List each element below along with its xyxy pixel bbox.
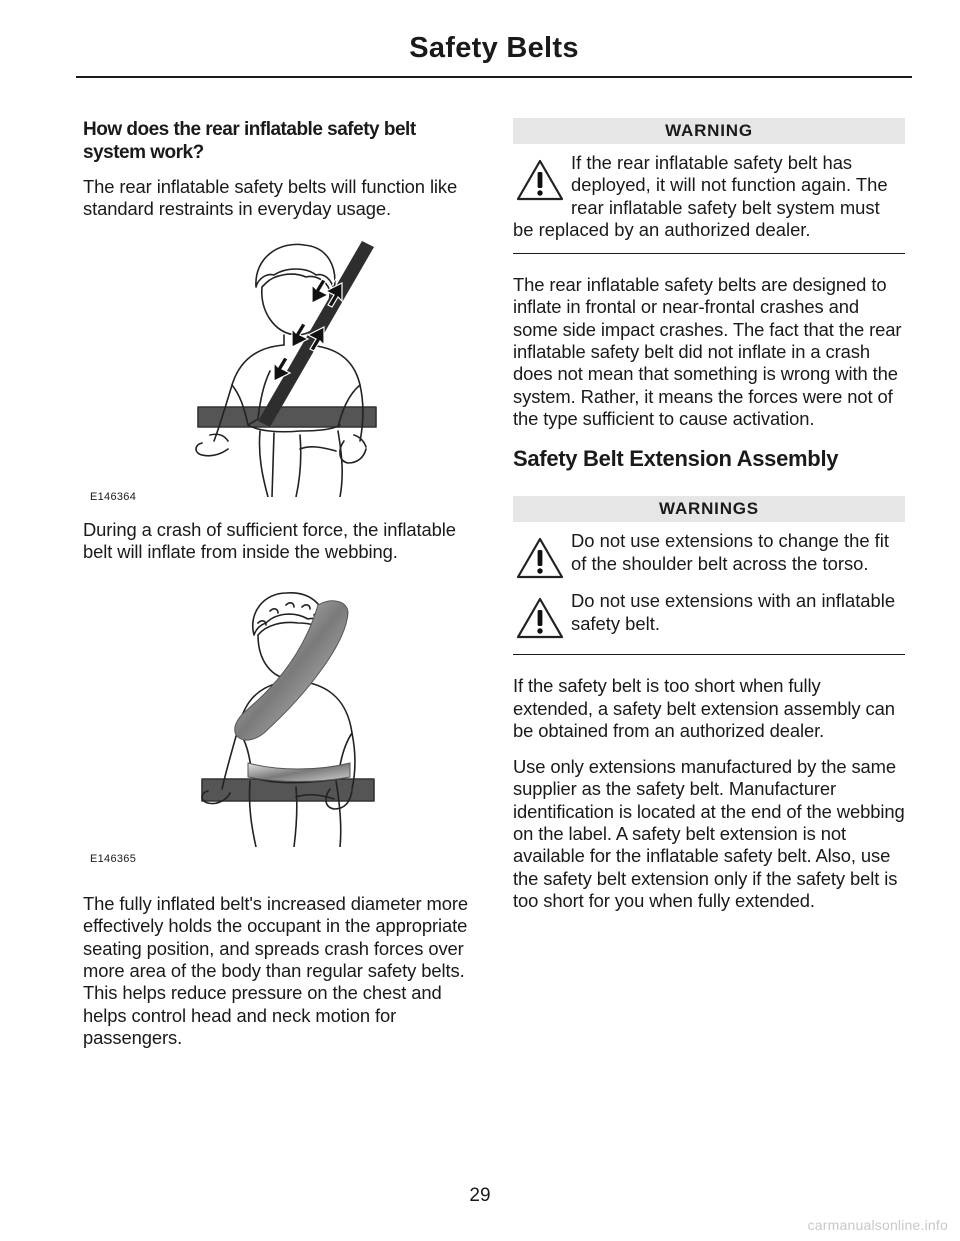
warning-text: Do not use extensions to change the fit of the shoulder belt across the torso. xyxy=(571,530,889,574)
intro-paragraph: The rear inflatable safety belts will function like standard restraints in everyday usage. xyxy=(83,176,458,220)
warning-triangle-icon xyxy=(515,596,565,640)
deployment-paragraph: The rear inflatable safety belts are designed to inflate in frontal or near-frontal crashes and some side impact crashes. The fact that the rear inflatable safety belt did not inflate in a crash does not mean that something is wrong with the system. Rather, it means the forces were not of the type sufficient to cause activation. xyxy=(513,274,902,429)
extension-paragraph: If the safety belt is too short when fully extended, a safety belt extension assembly can be obtained from an authorized dealer. xyxy=(513,675,895,741)
section-subheading: How does the rear inflatable safety belt system work? xyxy=(83,119,416,163)
page-number: 29 xyxy=(469,1185,491,1206)
warnings-box xyxy=(513,496,905,655)
page-header xyxy=(76,28,912,78)
warning-text: Do not use extensions with an inflatable safety belt. xyxy=(571,590,896,634)
figure-code: E146364 xyxy=(90,490,137,503)
warning-title: WARNING xyxy=(513,118,905,144)
warning-text: If the rear inflatable safety belt has deployed, it will not function again. The rear inflatable safety belt system must be replaced by an authorized dealer. xyxy=(513,152,888,240)
figure-inflated-belt xyxy=(83,583,475,867)
warning-triangle-icon xyxy=(515,158,565,202)
warning-triangle-icon xyxy=(515,536,565,580)
warning-box xyxy=(513,118,905,254)
child-with-inflated-belt-illustration xyxy=(198,583,428,847)
child-with-belt-illustration xyxy=(188,235,438,497)
warning-item xyxy=(513,152,905,241)
right-column xyxy=(513,118,905,926)
section-heading: Safety Belt Extension Assembly xyxy=(513,446,839,472)
page-title: Safety Belts xyxy=(409,32,579,64)
warnings-title: WARNINGS xyxy=(513,496,905,522)
inflation-paragraph: During a crash of sufficient force, the inflatable belt will inflate from inside the webbing. xyxy=(83,518,456,562)
figure-code: E146365 xyxy=(90,853,137,866)
explanation-paragraph: The fully inflated belt's increased diameter more effectively holds the occupant in the appropriate seating position, and spreads crash forces over more area of the body than regular safety belts. This helps reduce pressure on the chest and helps control head and neck motion for passengers. xyxy=(83,893,469,1048)
warning-item xyxy=(513,530,905,582)
left-column xyxy=(83,118,475,1063)
watermark: carmanualsonline.info xyxy=(807,1217,948,1233)
figure-standard-belt xyxy=(83,235,475,505)
warning-item xyxy=(513,590,905,642)
supplier-paragraph: Use only extensions manufactured by the same supplier as the safety belt. Manufacturer identification is located at the end of the webbing on the label. A safety belt extension is not available for the inflatable safety belt. Also, use the safety belt extension only if the safety belt is too short for you when fully extended. xyxy=(513,756,905,911)
